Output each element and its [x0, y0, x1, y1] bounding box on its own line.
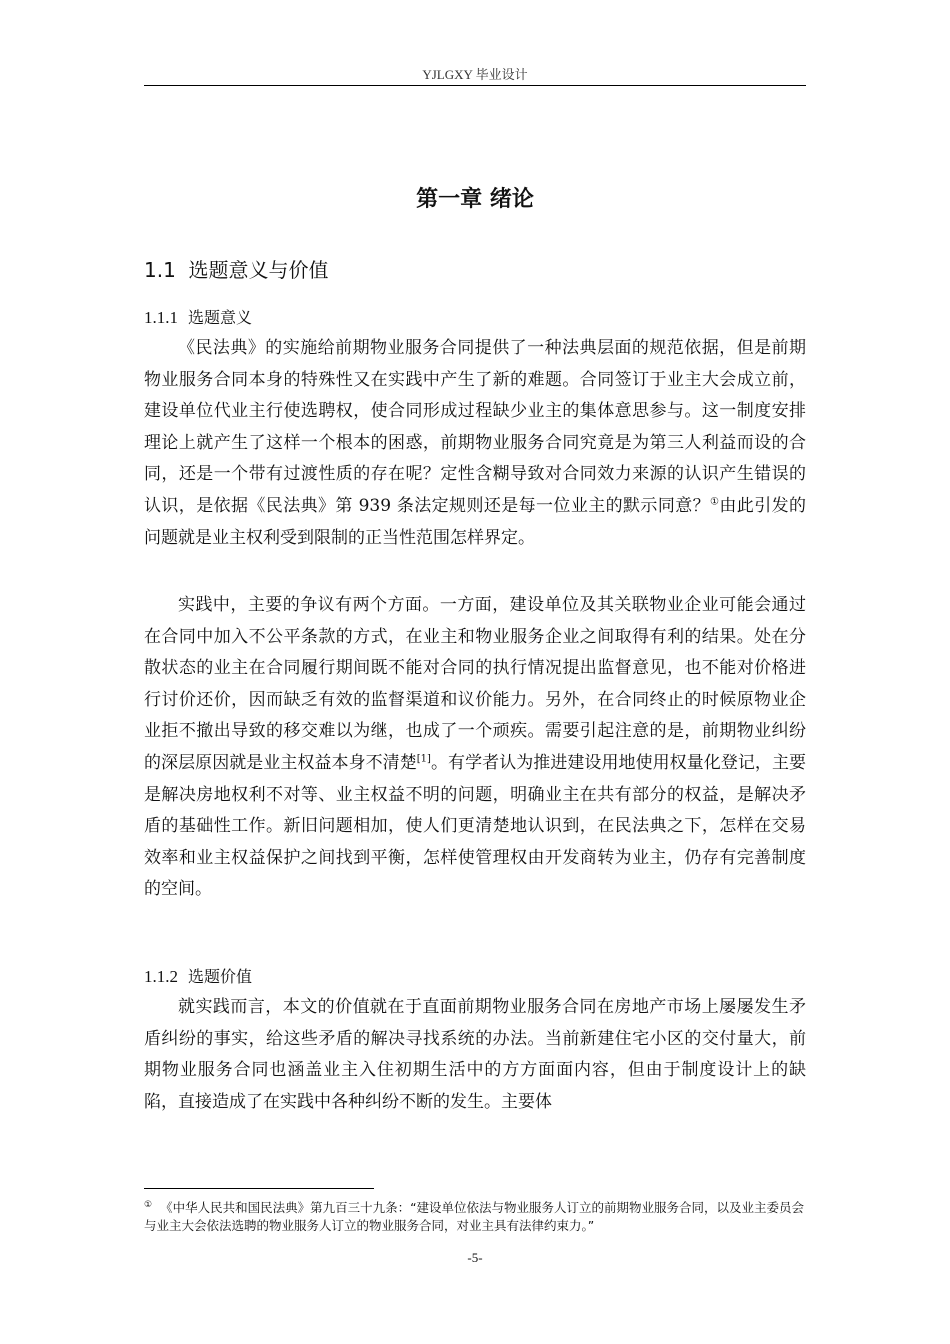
paragraph-2 — [144, 590, 806, 906]
subsection-title-2 — [144, 964, 252, 987]
section-title-text: 选题意义与价值 — [188, 258, 329, 282]
paragraph-3 — [144, 992, 806, 1118]
citation-ref: [1] — [416, 753, 431, 765]
chapter-title: 第一章 绪论 — [416, 187, 534, 212]
footnote — [144, 1196, 806, 1235]
paragraph-text: 由此引发的问题就是业主权利受到限制的正当性范围怎样界定。 — [144, 495, 807, 548]
subsection-title-text: 选题意义 — [188, 308, 253, 327]
paragraph-text: 《民法典》的实施给前期物业服务合同提供了一种法典层面的规范依据，但是前期物业服务合同本身的特殊性又在实践中产生了新的难题。合同签订于业主大会成立前，建设单位代业主行使选聘权，使合同形成过程缺少业主的集体意思参与。这一制度安排理论上就产生了这样一个根本的困惑，前期物业服务合同究竟是为第三人利益而设的合同，还是一个带有过渡性质的存在呢？定性含糊导致对合同效力来源的认识产生错误的认识，是依据《民法典》第 939 条法定规则还是每一位业主的默示同意？ — [144, 338, 806, 516]
subsection-title-1 — [144, 305, 252, 328]
paragraph-text: 就实践而言，本文的价值就在于直面前期物业服务合同在房地产市场上屡屡发生矛盾纠纷的事实，给这些矛盾的解决寻找系统的办法。当前新建住宅小区的交付量大，前期物业服务合同也涵盖业主入住初期生活中的方方面面内容，但由于制度设计上的缺陷，直接造成了在实践中各种纠纷不断的发生。主要体 — [144, 997, 806, 1112]
page-header: YJLGXY 毕业设计 — [422, 67, 528, 82]
subsection-title-text: 选题价值 — [188, 967, 253, 986]
paragraph-text: 。有学者认为推进建设用地使用权量化登记，主要是解决房地权利不对等、业主权益不明的问题，明确业主在共有部分的权益，是解决矛盾的基础性工作。新旧问题相加，使人们更清楚地认识到，在民法典之下，怎样在交易效率和业主权益保护之间找到平衡，怎样使管理权由开发商转为业主，仍存有完善制度的空间。 — [144, 752, 807, 900]
section-number: 1.1 — [144, 258, 176, 282]
section-title — [144, 254, 329, 283]
page-number: -5- — [467, 1250, 483, 1265]
subsection-number: 1.1.1 — [144, 308, 178, 327]
header-rule — [144, 85, 806, 86]
footnote-mark: ① — [144, 1200, 153, 1210]
paragraph-text: 实践中，主要的争议有两个方面。一方面，建设单位及其关联物业企业可能会通过在合同中加入不公平条款的方式，在业主和物业服务企业之间取得有利的结果。处在分散状态的业主在合同履行期间既不能对合同的执行情况提出监督意见，也不能对价格进行讨价还价，因而缺乏有效的监督渠道和议价能力。另外，在合同终止的时候原物业企业拒不撤出导致的移交难以为继，也成了一个顽疾。需要引起注意的是，前期物业纠纷的深层原因就是业主权益本身不清楚 — [144, 595, 806, 773]
paragraph-1 — [144, 333, 806, 554]
subsection-number: 1.1.2 — [144, 967, 178, 986]
footnote-ref: ① — [710, 496, 720, 508]
footnote-separator — [144, 1188, 374, 1189]
footnote-text: 《中华人民共和国民法典》第九百三十九条：“建设单位依法与物业服务人订立的前期物业服务合同，以及业主委员会与业主大会依法选聘的物业服务人订立的物业服务合同，对业主具有法律约束力。” — [144, 1200, 805, 1234]
